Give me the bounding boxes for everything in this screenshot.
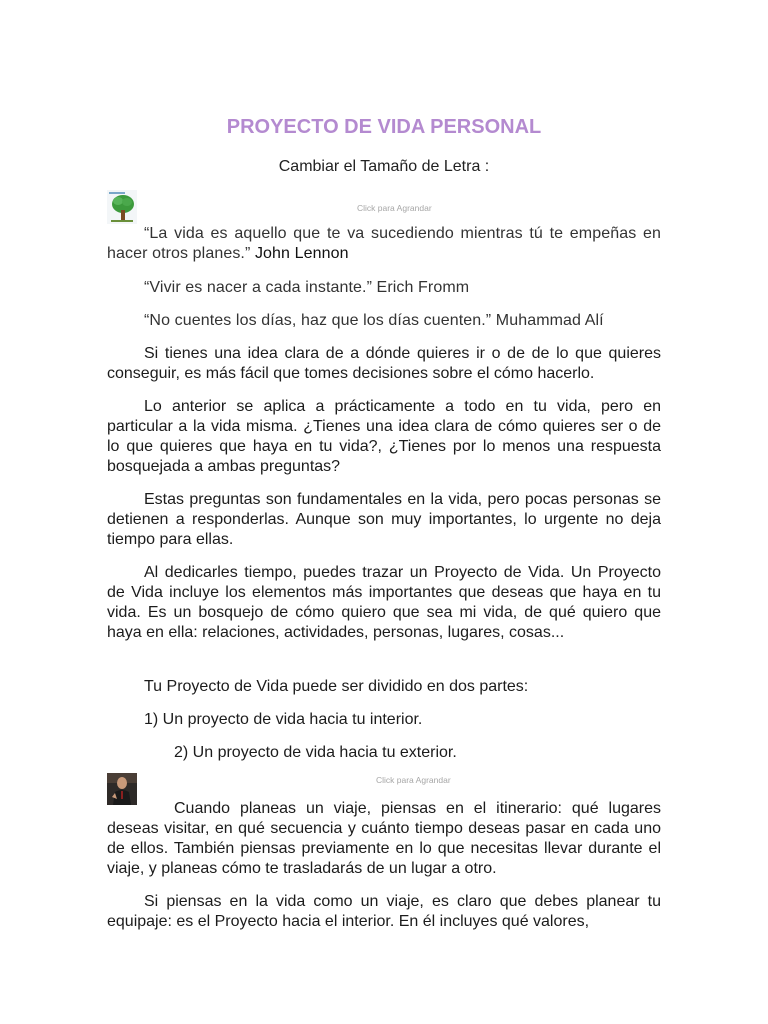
- paragraph: Tu Proyecto de Vida puede ser dividido en dos partes:: [144, 678, 529, 695]
- quote-ali: “No cuentes los días, haz que los días cuenten.” Muhammad Alí: [144, 312, 604, 329]
- quote-author: John Lennon: [250, 245, 349, 262]
- paragraph: Cuando planeas un viaje, piensas en el itinerario: qué lugares deseas visitar, en qué secuencia y cuánto tiempo deseas pasar en cada uno de ellos. También piensas previamente en lo que necesitas llevar durante el viaje, y planeas cómo te trasladarás de un lugar a otro.: [107, 800, 661, 877]
- image-caption[interactable]: Click para Agrandar: [357, 203, 432, 213]
- paragraph: Lo anterior se aplica a prácticamente a todo en tu vida, pero en particular a la vida misma. ¿Tienes una idea clara de cómo quieres ser o de lo que quieres que haya en tu vida?, ¿Tienes por lo menos una respuesta bosquejada a ambas preguntas?: [107, 398, 661, 475]
- font-size-label[interactable]: Cambiar el Tamaño de Letra :: [278, 158, 490, 175]
- image-caption[interactable]: Click para Agrandar: [376, 775, 451, 785]
- paragraph: Estas preguntas son fundamentales en la vida, pero pocas personas se detienen a responderlas. Aunque son muy importantes, lo urgente no deja tiempo para ellas.: [107, 491, 661, 548]
- quote-fromm: “Vivir es nacer a cada instante.” Erich Fromm: [144, 279, 470, 296]
- list-item: 2) Un proyecto de vida hacia tu exterior.: [174, 744, 457, 761]
- paragraph: Si piensas en la vida como un viaje, es claro que debes planear tu equipaje: es el Proyecto hacia el interior. En él incluyes qué valores,: [107, 893, 661, 930]
- tree-icon: [107, 190, 137, 224]
- page-title: PROYECTO DE VIDA PERSONAL: [226, 116, 542, 138]
- list-item: 1) Un proyecto de vida hacia tu interior.: [144, 711, 423, 728]
- paragraph: Al dedicarles tiempo, puedes trazar un Proyecto de Vida. Un Proyecto de Vida incluye los elementos más importantes que deseas que haya en tu vida. Es un bosquejo de cómo quiero que sea mi vida, de qué quiero que haya en ella: relaciones, actividades, personas, lugares, cosas...: [107, 564, 661, 641]
- quote-text: “La vida es aquello que te va sucediendo mientras tú te empeñas en hacer otros planes.”: [107, 225, 661, 262]
- tree-thumbnail-image[interactable]: [107, 190, 137, 224]
- paragraph: Si tienes una idea clara de a dónde quieres ir o de de lo que quieres conseguir, es más fácil que tomes decisiones sobre el cómo hacerlo.: [107, 345, 661, 382]
- quote-lennon: [107, 224, 661, 264]
